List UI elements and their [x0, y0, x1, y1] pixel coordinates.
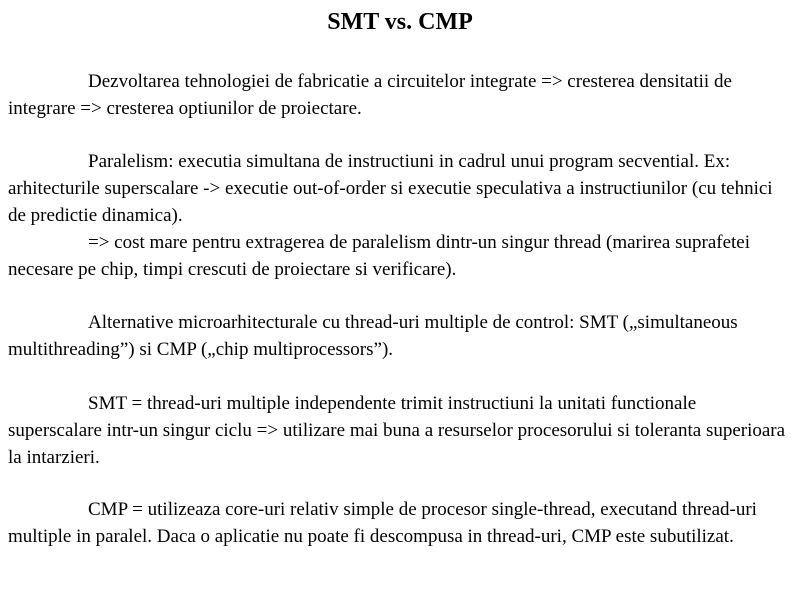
- paragraph-smt: [8, 390, 790, 471]
- paragraph-cost-text: => cost mare pentru extragerea de paralelism dintr-un singur thread (marirea suprafetei necesare pe chip, timpi crescuti de proiectare si verificare).: [8, 232, 751, 280]
- paragraph-parallelism: [8, 148, 790, 229]
- paragraph-parallelism-text: Paralelism: executia simultana de instructiuni in cadrul unui program secvential. Ex: arhitecturile superscalare -> executie out-of-order si executie speculativa a instructiunilor (cu tehnici de predictie dinamica).: [8, 151, 773, 226]
- paragraph-alternatives-text: Alternative microarhitecturale cu thread-uri multiple de control: SMT („simultaneous multithreading”) si CMP („chip multiprocessors”).: [8, 312, 738, 360]
- paragraph-technology-text: Dezvoltarea tehnologiei de fabricatie a circuitelor integrate => cresterea densitatii de integrare => cresterea optiunilor de proiectare.: [8, 71, 732, 119]
- slide-title: SMT vs. CMP: [327, 9, 473, 35]
- paragraph-smt-text: SMT = thread-uri multiple independente trimit instructiuni la unitati functionale superscalare intr-un singur ciclu => utilizare mai buna a resurselor procesorului si toleranta superioara la intarzieri.: [8, 393, 786, 468]
- paragraph-cmp-text: CMP = utilizeaza core-uri relativ simple de procesor single-thread, executand thread-uri multiple in paralel. Daca o aplicatie nu poate fi descompusa in thread-uri, CMP este subutilizat.: [8, 499, 757, 547]
- paragraph-cost: [8, 229, 790, 283]
- paragraph-technology: [8, 68, 790, 122]
- paragraph-alternatives: [8, 309, 790, 363]
- paragraph-cmp: [8, 496, 790, 550]
